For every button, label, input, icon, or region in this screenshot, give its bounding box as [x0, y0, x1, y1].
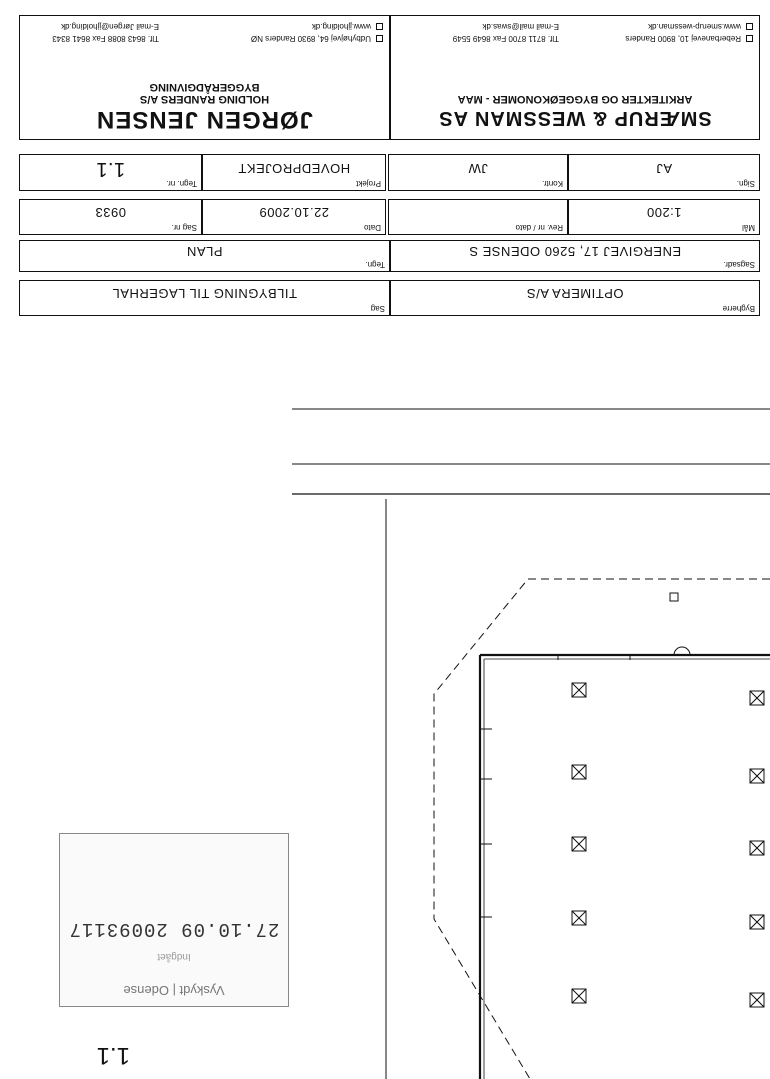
field-value: 1:200	[646, 205, 682, 220]
field-label: Sagsadr.	[723, 260, 755, 269]
firm-panel-jorgen-jensen	[19, 15, 390, 140]
checkbox-icon	[376, 23, 383, 30]
field-label: Tegn.	[365, 260, 385, 269]
field-sign	[568, 154, 760, 191]
field-label: Kontr.	[542, 179, 563, 188]
field-sag	[19, 280, 390, 316]
field-kontr	[388, 154, 568, 191]
field-value: HOVEDPROJEKT	[237, 161, 351, 176]
firm-email: E-mail Jørgen@jjholding.dk	[61, 22, 159, 31]
field-label: Sag	[370, 304, 385, 313]
firm-address: Udbyhøjvej 64, 8930 Randers NØ	[250, 34, 371, 43]
firm-phone: Tlf. 8711 8700 Fax 8649 5549	[452, 34, 559, 43]
field-value: JW	[468, 161, 488, 176]
firm-web: www.jjholding.dk	[311, 22, 371, 31]
received-stamp	[59, 833, 289, 1007]
firm-panel-smaerup-wessman	[390, 15, 760, 140]
firm-name: SMÆRUP & WESSMAN AS	[438, 107, 712, 129]
checkbox-icon	[746, 35, 753, 42]
firm-address-line	[625, 34, 753, 43]
field-sag-nr	[19, 199, 202, 235]
field-label: Tegn. nr.	[166, 179, 197, 188]
field-value: PLAN	[186, 244, 223, 259]
field-value: 0933	[95, 205, 126, 220]
checkbox-icon	[376, 35, 383, 42]
field-tegn	[19, 240, 390, 272]
firm-web-line	[648, 22, 753, 31]
door-swing	[674, 647, 690, 655]
checkbox-icon	[746, 23, 753, 30]
stamp-label: Indgået	[157, 951, 191, 962]
firm-web-line	[312, 22, 383, 31]
firm-email: E-mail mail@swas.dk	[482, 22, 559, 31]
field-sagsadr	[390, 240, 760, 272]
field-value: AJ	[655, 161, 673, 176]
firm-web: www.smerup-wessman.dk	[648, 22, 741, 31]
field-label: Sag nr.	[171, 223, 197, 232]
firm-address: Reberbanevej 10, 8900 Randers	[625, 34, 741, 43]
field-label: Dato	[364, 223, 381, 232]
stamp-date-number: 27.10.09 20093117	[68, 918, 280, 940]
field-maal	[568, 199, 760, 235]
field-value: 22.10.2009	[258, 205, 330, 220]
field-label: Projekt	[356, 179, 381, 188]
field-label: Rev. nr / dato	[515, 223, 563, 232]
field-value: TILBYGNING TIL LAGERHAL	[112, 286, 297, 301]
field-value: 1.1	[95, 158, 126, 180]
firm-address-line	[251, 34, 383, 43]
firm-subtitle: BYGGERÅDGIVNING	[149, 81, 260, 93]
field-label: Bygherre	[722, 304, 755, 313]
field-dato	[202, 199, 386, 235]
field-rev	[388, 199, 568, 235]
field-projekt	[202, 154, 386, 191]
stamp-authority: Vyskydt | Odense	[123, 983, 225, 998]
sheet-number: 1.1	[96, 1042, 130, 1069]
field-bygherre	[390, 280, 760, 316]
field-value: ENERGIVEJ 17, 5260 ODENSE S	[468, 244, 682, 259]
firm-subtitle: HOLDING RANDERS A/S	[139, 93, 270, 105]
firm-subtitle: ARKITEKTER OG BYGGEØKONOMER - MAA	[457, 93, 693, 105]
field-label: Mål	[742, 223, 755, 232]
field-value: OPTIMERA A/S	[526, 286, 624, 301]
field-tegn-nr	[19, 154, 202, 191]
firm-name: JØRGEN JENSEN	[95, 106, 314, 133]
firm-phone: Tlf. 8643 8088 Fax 8641 8343	[52, 34, 159, 43]
field-label: Sign.	[736, 179, 755, 188]
